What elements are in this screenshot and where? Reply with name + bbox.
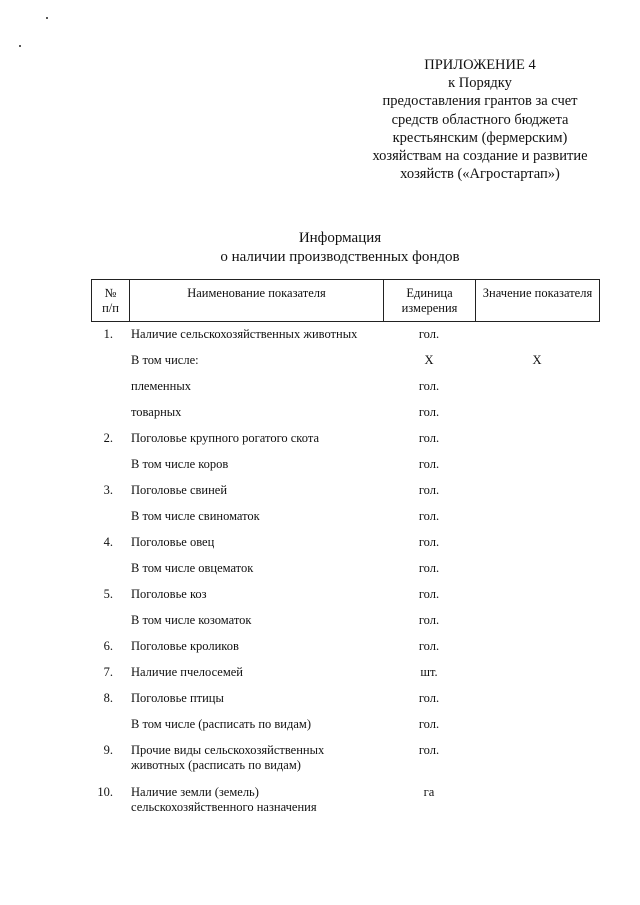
- row-name: Наличие пчелосемей: [131, 665, 243, 679]
- row-number: 9.: [103, 743, 113, 757]
- row-unit: гол.: [418, 717, 440, 731]
- row-unit: гол.: [418, 431, 440, 445]
- header-name: Наименование показателя: [130, 280, 384, 322]
- header-unit: Единица измерения: [384, 280, 476, 322]
- row-unit: гол.: [418, 483, 440, 497]
- row-number: 10.: [97, 785, 113, 799]
- row-name: Поголовье овец: [131, 535, 215, 549]
- row-unit: гол.: [418, 509, 440, 523]
- row-unit: гол.: [418, 379, 440, 393]
- row-name: Поголовье кроликов: [131, 639, 239, 653]
- row-unit: гол.: [418, 613, 440, 627]
- row-unit: гол.: [418, 691, 440, 705]
- row-number: 7.: [103, 665, 113, 679]
- scan-speck: [46, 17, 48, 19]
- appendix-line: хозяйств («Агростартап»): [400, 166, 560, 183]
- row-number: 1.: [103, 327, 113, 341]
- row-name: товарных: [131, 405, 182, 419]
- row-number: 6.: [103, 639, 113, 653]
- appendix-line: предоставления грантов за счет: [382, 93, 578, 110]
- row-number: 2.: [103, 431, 113, 445]
- scan-speck: [19, 45, 21, 47]
- header-num: № п/п: [92, 280, 130, 322]
- row-name: Поголовье птицы: [131, 691, 224, 705]
- row-name: В том числе коров: [131, 457, 229, 471]
- row-unit: га: [423, 785, 435, 799]
- appendix-line: крестьянским (фермерским): [392, 129, 568, 146]
- row-name: В том числе козоматок: [131, 613, 252, 627]
- row-unit: гол.: [418, 561, 440, 575]
- row-name: Наличие сельскохозяйственных животных: [131, 327, 358, 341]
- appendix-line: к Порядку: [448, 75, 512, 92]
- row-value: X: [532, 353, 542, 367]
- row-number: 3.: [103, 483, 113, 497]
- row-unit: гол.: [418, 405, 440, 419]
- row-unit: гол.: [418, 327, 440, 341]
- row-number: 4.: [103, 535, 113, 549]
- appendix-block: [355, 56, 605, 183]
- row-number: 8.: [103, 691, 113, 705]
- row-unit: X: [424, 353, 434, 367]
- table-header: [91, 279, 600, 322]
- row-name: племенных: [131, 379, 191, 393]
- row-unit: гол.: [418, 587, 440, 601]
- row-unit: гол.: [418, 535, 440, 549]
- row-name: Поголовье свиней: [131, 483, 228, 497]
- row-name: В том числе:: [131, 353, 199, 367]
- row-name: В том числе овцематок: [131, 561, 254, 575]
- row-name: Прочие виды сельскохозяйственных животных (расписать по видам): [131, 743, 325, 772]
- row-name: Поголовье крупного рогатого скота: [131, 431, 319, 445]
- document-title: [140, 229, 540, 266]
- row-unit: шт.: [420, 665, 438, 679]
- appendix-line: ПРИЛОЖЕНИЕ 4: [424, 57, 536, 73]
- row-name: Поголовье коз: [131, 587, 207, 601]
- row-unit: гол.: [418, 743, 440, 757]
- appendix-line: средств областного бюджета: [391, 111, 569, 128]
- title-line: Информация: [298, 230, 382, 246]
- row-name: В том числе свиноматок: [131, 509, 260, 523]
- header-value: Значение показателя: [476, 280, 600, 322]
- row-unit: гол.: [418, 457, 440, 471]
- title-line: о наличии производственных фондов: [220, 248, 460, 265]
- row-name: Наличие земли (земель) сельскохозяйственного назначения: [131, 785, 317, 814]
- appendix-line: хозяйствам на создание и развитие: [372, 148, 588, 165]
- row-name: В том числе (расписать по видам): [131, 717, 311, 731]
- row-number: 5.: [103, 587, 113, 601]
- row-unit: гол.: [418, 639, 440, 653]
